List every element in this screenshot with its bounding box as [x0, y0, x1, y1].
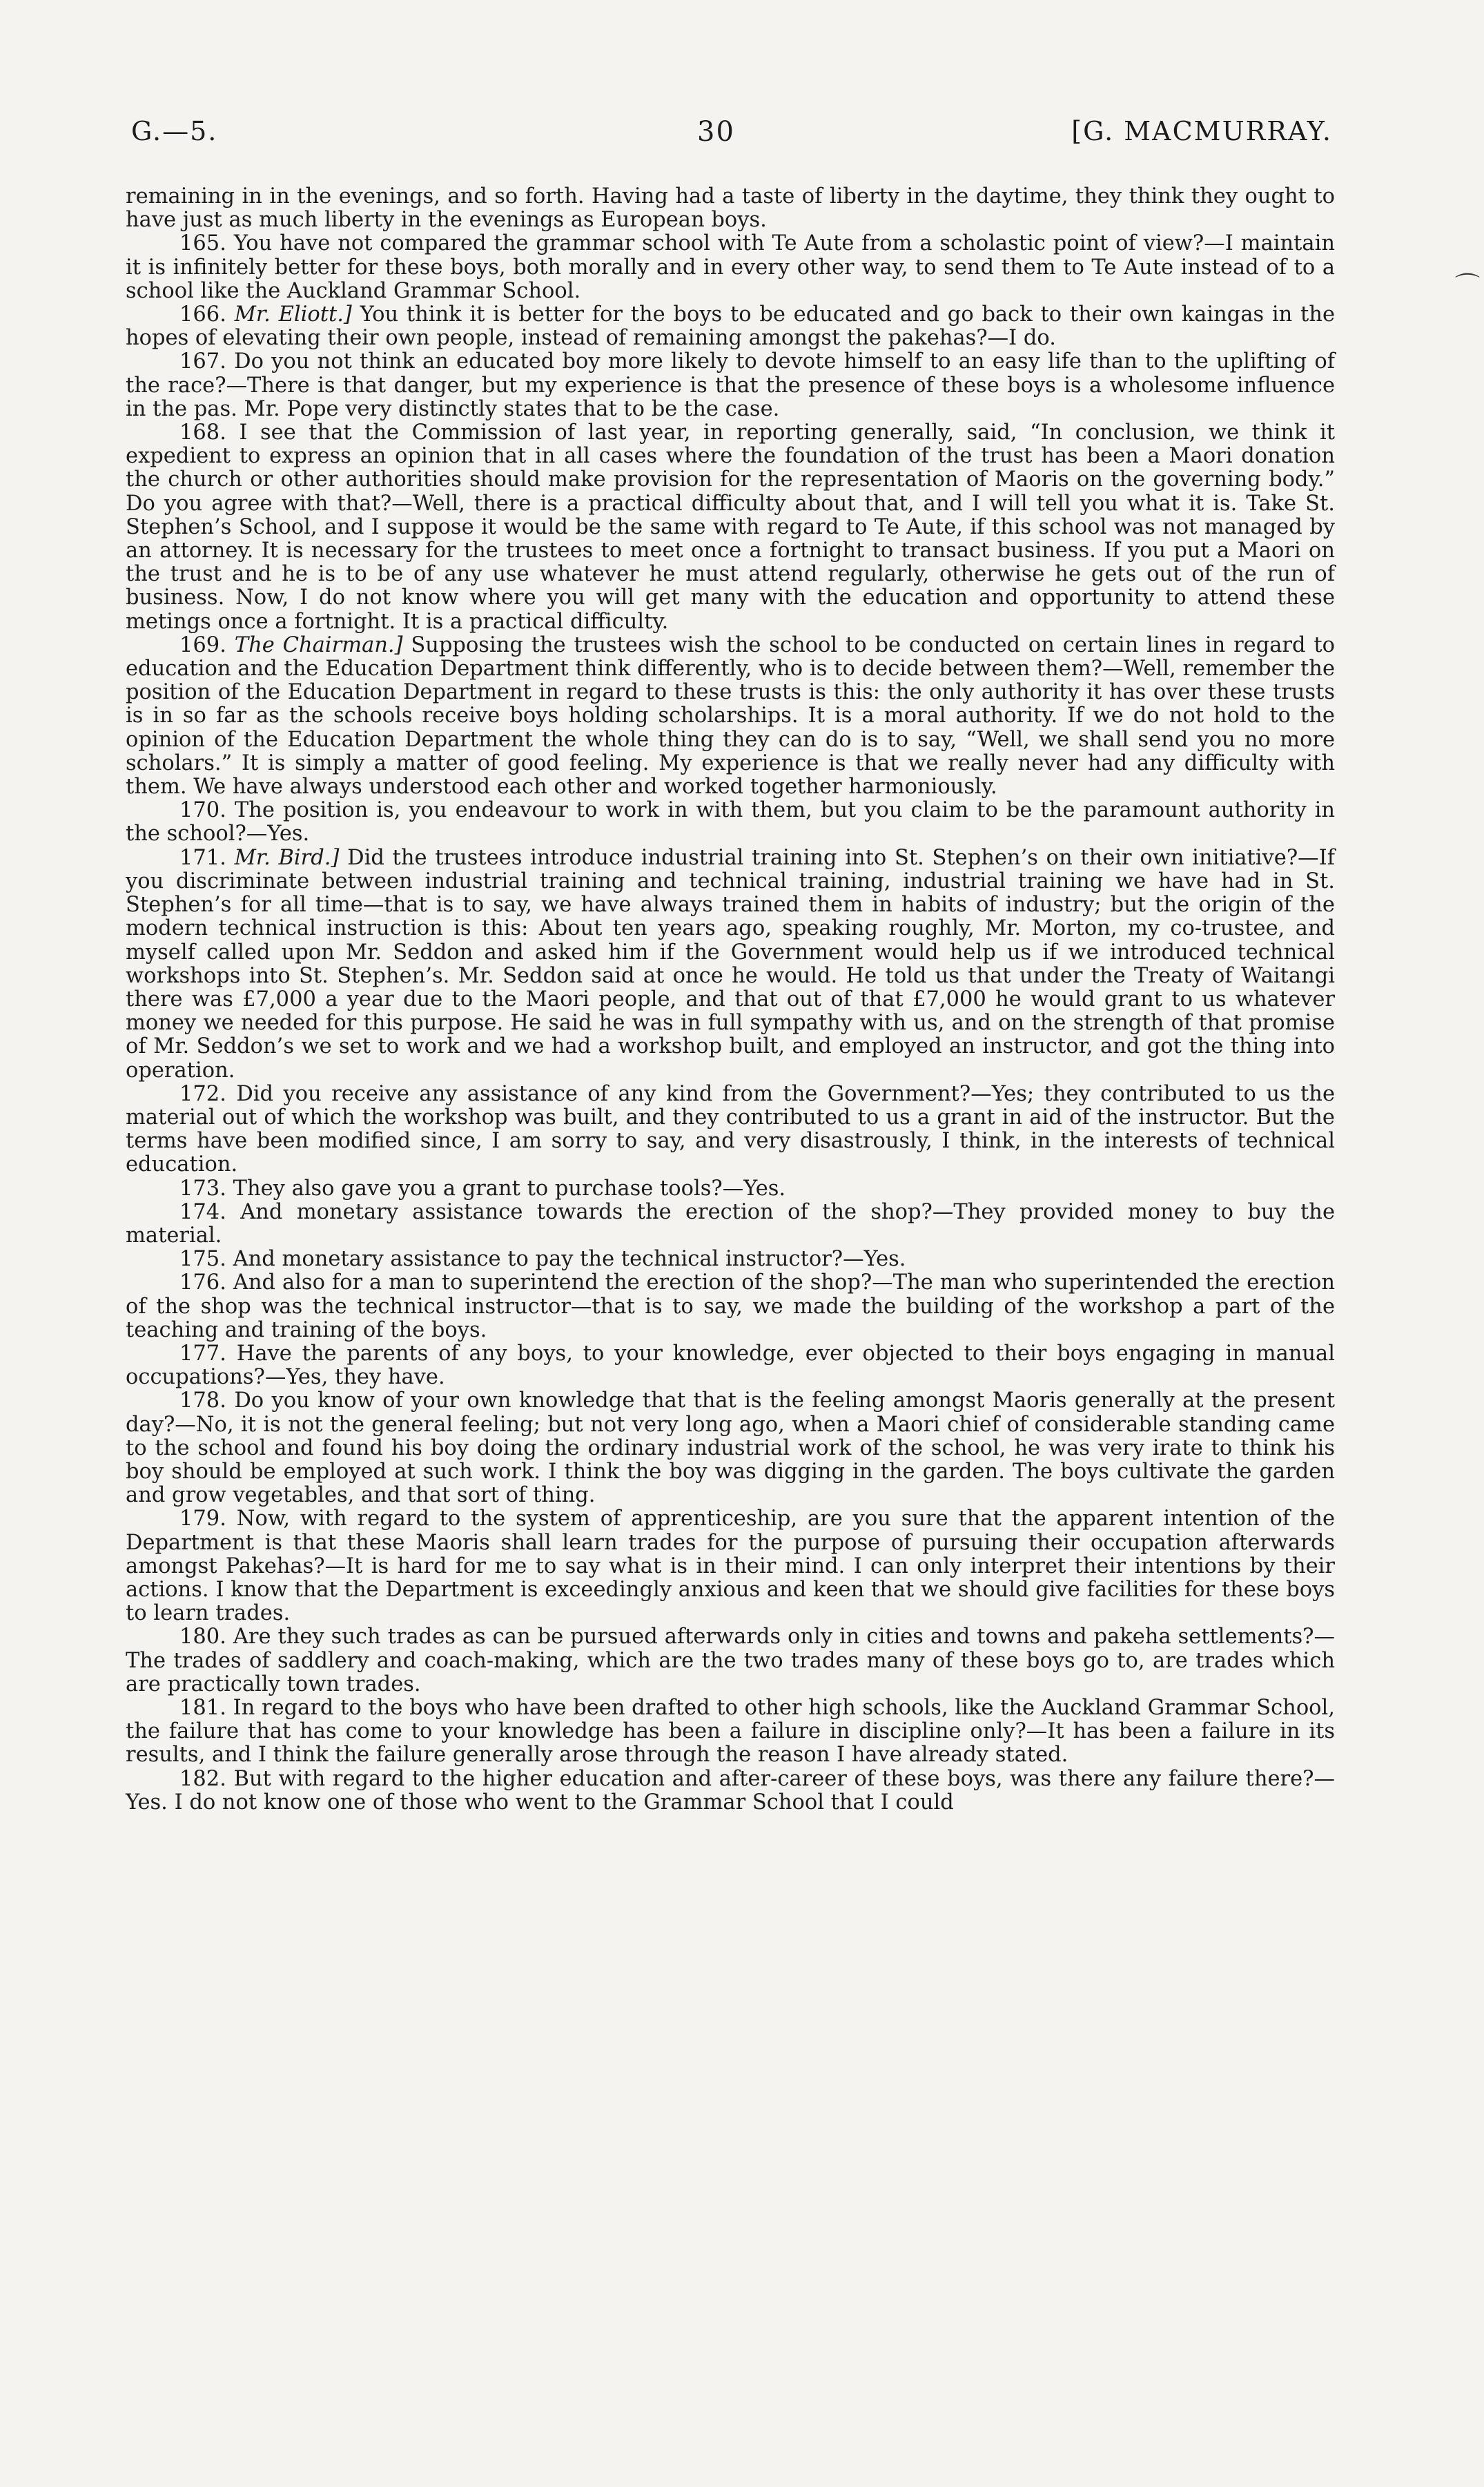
question-number: 180.	[179, 1625, 233, 1649]
header-witness-name: [G. MACMURRAY.	[1071, 116, 1332, 146]
paragraph-text: And monetary assistance to pay the technical instructor?—Yes.	[233, 1247, 906, 1272]
paragraph-text: Have the parents of any boys, to your knowledge, ever objected to their boys engaging in manual occupations?—Yes, they have.	[126, 1341, 1335, 1390]
question-number: 182.	[179, 1766, 234, 1791]
speaker-name: Mr. Eliott.]	[234, 302, 352, 327]
page-header	[131, 116, 1332, 157]
evidence-paragraph	[126, 1507, 1335, 1625]
evidence-paragraph	[126, 1271, 1335, 1342]
question-number: 177.	[179, 1341, 237, 1366]
question-number: 165.	[179, 231, 234, 256]
evidence-paragraph	[126, 185, 1335, 232]
evidence-paragraph	[126, 421, 1335, 634]
question-number: 172.	[179, 1081, 237, 1106]
paragraph-text: You have not compared the grammar school with Te Aute from a scholastic point of view?—I maintain it is infinitely better for these boys, both morally and in every other way, to send them to Te Aute instead of to a school like the Auckland Grammar School.	[126, 231, 1335, 303]
paragraph-text: remaining in in the evenings, and so forth. Having had a taste of liberty in the daytime, they think they ought to have just as much liberty in the evenings as European boys.	[126, 184, 1335, 233]
evidence-paragraph	[126, 799, 1335, 846]
evidence-paragraph	[126, 1342, 1335, 1389]
evidence-paragraph	[126, 232, 1335, 303]
paragraph-text: Do you not think an educated boy more likely to devote himself to an easy life than to the uplifting of the race?—There is that danger, but my experience is that the presence of these boys is a wholesome influence in the pas. Mr. Pope very distinctly states that to be the case.	[126, 349, 1335, 421]
evidence-paragraph	[126, 1696, 1335, 1768]
paragraph-text: Did you receive any assistance of any kind from the Government?—Yes; they contributed to us the material out of which the workshop was built, and they contributed to us a grant in aid of the instructor. But the terms have been modified since, I am sorry to say, and very disastrously, I think, in the interests of technical education.	[126, 1081, 1335, 1177]
question-number: 175.	[179, 1247, 233, 1272]
evidence-paragraph	[126, 1248, 1335, 1271]
question-number: 171.	[179, 845, 235, 870]
paragraph-text: I see that the Commission of last year, in reporting generally, said, “In conclusion, we think it expedient to express an opinion that in all cases where the foundation of the trust has been a Maori donation the church or other authorities should make provision for the representation of Maoris on the governing body.” Do you agree with that?—Well, there is a practical difficulty about that, and I will tell you what it is. Take St. Stephen’s School, and I suppose it would be the same with regard to Te Aute, if this school was not managed by an attorney. It is necessary for the trustees to meet once a fortnight to transact business. If you put a Maori on the trust and he is to be of any use whatever he must attend regularly, otherwise he gets out of the run of business. Now, I do not know where you will get many with the education and opportunity to attend these metings once a fortnight. It is a practical difficulty.	[126, 420, 1335, 634]
paragraph-text: And also for a man to superintend the erection of the shop?—The man who superintended the erection of the shop was the technical instructor—that is to say, we made the building of the workshop a part of the teaching and training of the boys.	[126, 1270, 1335, 1342]
question-number: 168.	[179, 420, 240, 445]
question-number: 176.	[179, 1270, 233, 1295]
question-number: 174.	[179, 1199, 241, 1224]
evidence-paragraph	[126, 1625, 1335, 1696]
paragraph-text: The position is, you endeavour to work in with them, but you claim to be the paramount authority in the school?—Yes.	[126, 798, 1335, 846]
evidence-paragraph	[126, 350, 1335, 421]
paragraph-text: Are they such trades as can be pursued afterwards only in cities and towns and pakeha settlements?—The trades of saddlery and coach-making, which are the two trades many of these boys go to, are trades which are practically town trades.	[126, 1625, 1335, 1696]
evidence-paragraph	[126, 1768, 1335, 1815]
question-number: 179.	[179, 1507, 237, 1531]
evidence-paragraph	[126, 303, 1335, 350]
paragraph-text: Now, with regard to the system of apprenticeship, are you sure that the apparent intention of the Department is that these Maoris shall learn trades for the purpose of pursuing their occupation afterwards amongst Pakehas?—It is hard for me to say what is in their mind. I can only interpret their intentions by their actions. I know that the Department is exceedingly anxious and keen that we should give facilities for these boys to learn trades.	[126, 1507, 1336, 1626]
evidence-paragraph	[126, 846, 1335, 1083]
evidence-paragraph	[126, 1201, 1335, 1248]
paragraph-text: In regard to the boys who have been drafted to other high schools, like the Auckland Grammar School, the failure that has come to your knowledge has been a failure in discipline only?—It has been a failure in its results, and I think the failure generally arose through the reason I have already stated.	[126, 1696, 1335, 1768]
page-number: 30	[697, 116, 735, 148]
question-number: 167.	[179, 349, 235, 374]
evidence-paragraph	[126, 1389, 1335, 1507]
paragraph-text: Do you know of your own knowledge that that is the feeling amongst Maoris generally at the present day?—No, it is not the general feeling; but not very long ago, when a Maori chief of considerable standing came to the school and found his boy doing the ordinary industrial work of the school, he was very irate to think his boy should be employed at such work. I think the boy was digging in the garden. The boys cultivate the garden and grow vegetables, and that sort of thing.	[126, 1388, 1335, 1508]
question-number: 170.	[179, 798, 235, 823]
paragraph-text: But with regard to the higher education and after-career of these boys, was there any failure there?—Yes. I do not know one of those who went to the Grammar School that I could	[126, 1766, 1335, 1815]
question-number: 178.	[179, 1388, 235, 1413]
evidence-paragraph	[126, 634, 1335, 799]
paragraph-text: Supposing the trustees wish the school to be conducted on certain lines in regard to education and the Education Department think differently, who is to decide between them?—Well, remember the position of the Education Department in regard to these trusts is this: the only authority it has over these trusts is in so far as the schools receive boys holding scholarships. It is a moral authority. If we do not hold to the opinion of the Education Department the whole thing they can do is to say, “Well, we shall send you no more scholars.” It is simply a matter of good feeling. My experience is that we really never had any difficulty with them. We have always understood each other and worked together harmoniously.	[126, 632, 1336, 800]
header-paper-code: G.—5.	[131, 116, 218, 146]
paragraph-text: And monetary assistance towards the erection of the shop?—They provided money to buy the material.	[126, 1199, 1335, 1248]
paragraph-text: You think it is better for the boys to be educated and go back to their own kaingas in the hopes of elevating their own people, instead of remaining amongst the pakehas?—I do.	[126, 302, 1336, 351]
question-number: 181.	[179, 1696, 233, 1720]
speaker-name: The Chairman.]	[234, 632, 403, 657]
paragraph-text: Did the trustees introduce industrial training into St. Stephen’s on their own initiative?—If you discriminate between industrial training and technical training, industrial training we have had in St. Stephen’s for all time—that is to say, we have always trained them in habits of industry; but the origin of the modern technical instruction is this: About ten years ago, speaking roughly, Mr. Morton, my co-trustee, and myself called upon Mr. Seddon and asked him if the Government would help us if we introduced technical workshops into St. Stephen’s. Mr. Seddon said at once he would. He told us that under the Treaty of Waitangi there was £7,000 a year due to the Maori people, and that out of that £7,000 he would grant to us whatever money we needed for this purpose. He said he was in full sympathy with us, and on the strength of that promise of Mr. Seddon’s we set to work and we had a workshop built, and employed an instructor, and got the thing into operation.	[126, 845, 1336, 1083]
question-number: 173.	[179, 1176, 233, 1201]
evidence-paragraph	[126, 1177, 1335, 1201]
question-number: 169.	[179, 632, 235, 657]
margin-mark: ⌒	[1455, 272, 1481, 300]
evidence-text	[126, 185, 1335, 1815]
question-number: 166.	[179, 302, 235, 327]
speaker-name: Mr. Bird.]	[234, 845, 340, 870]
paragraph-text: They also gave you a grant to purchase tools?—Yes.	[233, 1176, 786, 1201]
evidence-paragraph	[126, 1083, 1335, 1177]
